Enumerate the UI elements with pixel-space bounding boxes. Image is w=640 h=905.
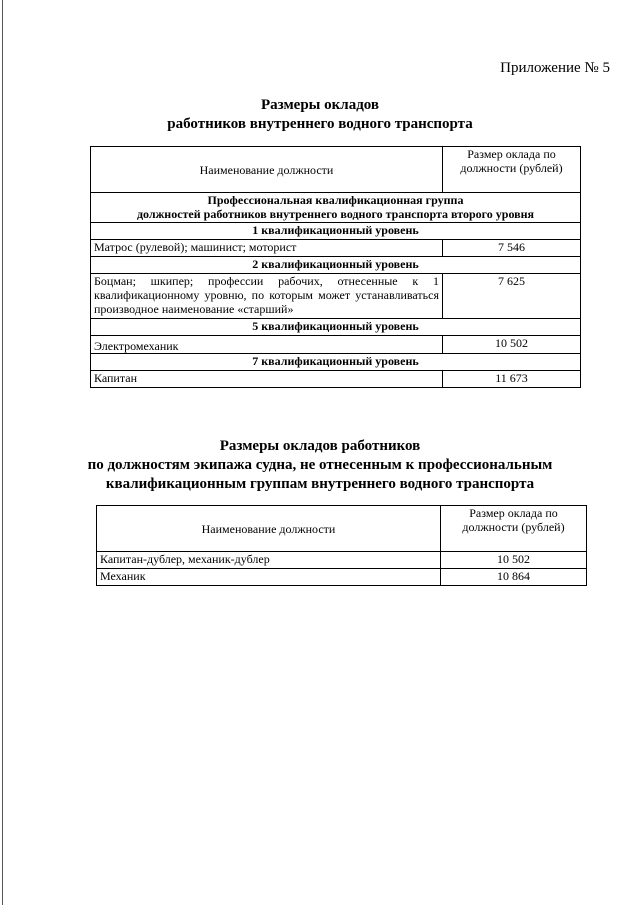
section1-title-line2: работников внутреннего водного транспорта bbox=[167, 116, 473, 132]
section1-title-line1: Размеры окладов bbox=[260, 97, 380, 113]
section2-title bbox=[0, 437, 640, 494]
level-row bbox=[91, 354, 581, 371]
table-header-row bbox=[91, 147, 581, 193]
qualification-level-2: 2 квалификационный уровень bbox=[91, 257, 581, 274]
level-row bbox=[91, 223, 581, 240]
section2-title-line1: Размеры окладов работников bbox=[219, 438, 421, 454]
level-row bbox=[91, 257, 581, 274]
appendix-label: Приложение № 5 bbox=[500, 60, 610, 76]
salary-value: 7 625 bbox=[443, 274, 581, 319]
qualification-level-7: 7 квалификационный уровень bbox=[91, 354, 581, 371]
table-row bbox=[91, 240, 581, 257]
level-row bbox=[91, 319, 581, 336]
group-row bbox=[91, 193, 581, 223]
section2-title-line3: квалификационным группам внутреннего водного транспорта bbox=[105, 476, 535, 492]
table-row bbox=[97, 569, 587, 586]
salary-value: 10 864 bbox=[441, 569, 587, 586]
header-salary-size: Размер оклада по должности (рублей) bbox=[443, 147, 581, 193]
section2-title-line2: по должностям экипажа судна, не отнесенным к профессиональным bbox=[87, 457, 553, 473]
position-name: Механик bbox=[97, 569, 441, 586]
position-name: Боцман; шкипер; профессии рабочих, отнесенные к 1 квалификационному уровню, по которым может устанавливаться производное наименование «старший» bbox=[91, 274, 443, 319]
qualification-level-1: 1 квалификационный уровень bbox=[91, 223, 581, 240]
salary-value: 10 502 bbox=[443, 336, 581, 354]
salary-value: 7 546 bbox=[443, 240, 581, 257]
section1-title bbox=[0, 96, 640, 134]
salary-value: 11 673 bbox=[443, 371, 581, 388]
position-name: Матрос (рулевой); машинист; моторист bbox=[91, 240, 443, 257]
salary-table-1 bbox=[90, 146, 581, 388]
salary-value: 10 502 bbox=[441, 552, 587, 569]
header-salary-size: Размер оклада по должности (рублей) bbox=[441, 506, 587, 552]
table-header-row bbox=[97, 506, 587, 552]
position-name: Капитан bbox=[91, 371, 443, 388]
table-row bbox=[91, 336, 581, 354]
table-row bbox=[97, 552, 587, 569]
table-row bbox=[91, 274, 581, 319]
position-name: Капитан-дублер, механик-дублер bbox=[97, 552, 441, 569]
header-position-name: Наименование должности bbox=[91, 147, 443, 193]
position-name: Электромеханик bbox=[91, 336, 443, 354]
professional-group-title: Профессиональная квалификационная группа должностей работников внутреннего водного транспорта второго уровня bbox=[91, 193, 581, 223]
header-position-name: Наименование должности bbox=[97, 506, 441, 552]
salary-table-2 bbox=[96, 505, 587, 586]
table-row bbox=[91, 371, 581, 388]
qualification-level-5: 5 квалификационный уровень bbox=[91, 319, 581, 336]
